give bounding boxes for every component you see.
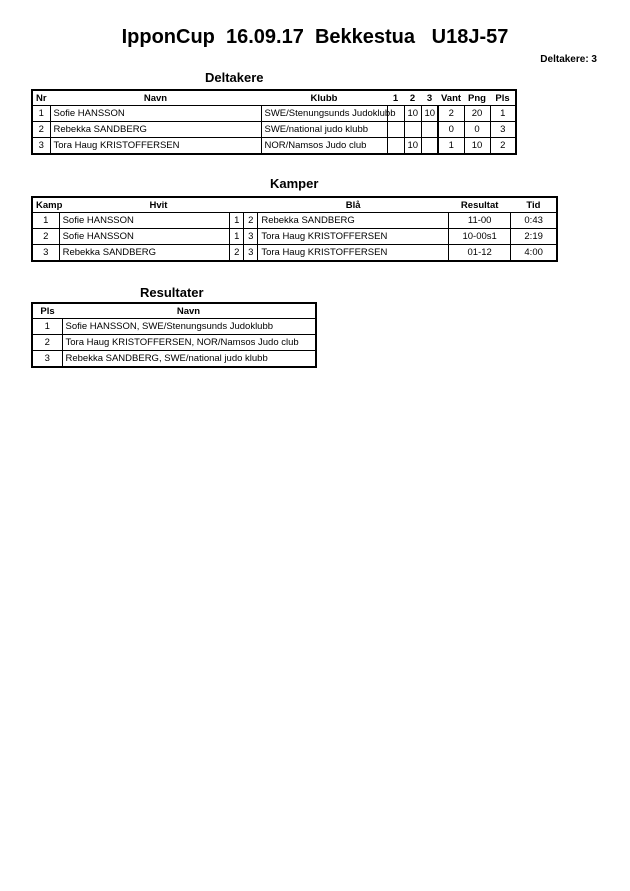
participant-count: Deltakere: 3	[540, 54, 597, 65]
results-table	[31, 302, 317, 368]
blue-number: 2	[244, 213, 258, 229]
match-nr: 2	[32, 229, 59, 245]
table-row	[32, 319, 316, 335]
col-won: Vant	[438, 90, 464, 106]
matches-section-title: Kamper	[270, 176, 319, 191]
participants-section-title: Deltakere	[205, 70, 264, 85]
col-result: Resultat	[449, 197, 511, 213]
participant-name: Rebekka SANDBERG	[50, 122, 261, 138]
result-place: 3	[32, 351, 62, 368]
points: 20	[464, 106, 490, 122]
table-row	[32, 335, 316, 351]
result-name: Tora Haug KRISTOFFERSEN, NOR/Namsos Judo club	[62, 335, 316, 351]
round-3-score	[421, 122, 438, 138]
round-3-score: 10	[421, 106, 438, 122]
matches-table	[31, 196, 558, 262]
place: 3	[490, 122, 516, 138]
col-points: Png	[464, 90, 490, 106]
table-row	[32, 245, 557, 262]
won-count: 2	[438, 106, 464, 122]
table-row	[32, 106, 516, 122]
round-2-score: 10	[404, 106, 421, 122]
white-number: 1	[230, 213, 244, 229]
blue-fighter: Tora Haug KRISTOFFERSEN	[258, 245, 449, 262]
place: 2	[490, 138, 516, 155]
participants-header-row	[32, 90, 516, 106]
won-count: 1	[438, 138, 464, 155]
col-name: Navn	[50, 90, 261, 106]
white-number: 2	[230, 245, 244, 262]
col-result-name: Navn	[62, 303, 316, 319]
results-header-row	[32, 303, 316, 319]
col-time: Tid	[511, 197, 557, 213]
col-round-1: 1	[387, 90, 404, 106]
table-row	[32, 351, 316, 368]
col-round-3: 3	[421, 90, 438, 106]
result-place: 1	[32, 319, 62, 335]
place: 1	[490, 106, 516, 122]
participant-club: SWE/Stenungsunds Judoklubb	[261, 106, 387, 122]
table-row	[32, 138, 516, 155]
result-name: Sofie HANSSON, SWE/Stenungsunds Judoklubb	[62, 319, 316, 335]
points: 0	[464, 122, 490, 138]
participant-nr: 2	[32, 122, 50, 138]
participant-nr: 1	[32, 106, 50, 122]
participant-name: Tora Haug KRISTOFFERSEN	[50, 138, 261, 155]
blue-fighter: Rebekka SANDBERG	[258, 213, 449, 229]
round-2-score	[404, 122, 421, 138]
match-result: 01-12	[449, 245, 511, 262]
col-club: Klubb	[261, 90, 387, 106]
col-match: Kamp	[32, 197, 59, 213]
participant-nr: 3	[32, 138, 50, 155]
result-name: Rebekka SANDBERG, SWE/national judo klubb	[62, 351, 316, 368]
match-nr: 3	[32, 245, 59, 262]
match-result: 11-00	[449, 213, 511, 229]
white-number: 1	[230, 229, 244, 245]
points: 10	[464, 138, 490, 155]
table-row	[32, 213, 557, 229]
round-2-score: 10	[404, 138, 421, 155]
match-result: 10-00s1	[449, 229, 511, 245]
col-blue: Blå	[258, 197, 449, 213]
participants-table	[31, 89, 517, 155]
blue-number: 3	[244, 245, 258, 262]
participant-club: NOR/Namsos Judo club	[261, 138, 387, 155]
table-row	[32, 229, 557, 245]
match-time: 4:00	[511, 245, 557, 262]
blue-number: 3	[244, 229, 258, 245]
participant-club: SWE/national judo klubb	[261, 122, 387, 138]
white-fighter: Rebekka SANDBERG	[59, 245, 230, 262]
won-count: 0	[438, 122, 464, 138]
round-3-score	[421, 138, 438, 155]
blue-fighter: Tora Haug KRISTOFFERSEN	[258, 229, 449, 245]
result-place: 2	[32, 335, 62, 351]
col-place: Pls	[490, 90, 516, 106]
col-round-2: 2	[404, 90, 421, 106]
match-nr: 1	[32, 213, 59, 229]
match-time: 0:43	[511, 213, 557, 229]
col-white: Hvit	[59, 197, 258, 213]
table-row	[32, 122, 516, 138]
results-section-title: Resultater	[140, 285, 204, 300]
page-title: IpponCup 16.09.17 Bekkestua U18J-57	[121, 26, 509, 48]
match-time: 2:19	[511, 229, 557, 245]
white-fighter: Sofie HANSSON	[59, 213, 230, 229]
round-1-score	[387, 138, 404, 155]
round-1-score	[387, 122, 404, 138]
white-fighter: Sofie HANSSON	[59, 229, 230, 245]
matches-header-row	[32, 197, 557, 213]
participant-name: Sofie HANSSON	[50, 106, 261, 122]
col-nr: Nr	[32, 90, 50, 106]
col-result-place: Pls	[32, 303, 62, 319]
